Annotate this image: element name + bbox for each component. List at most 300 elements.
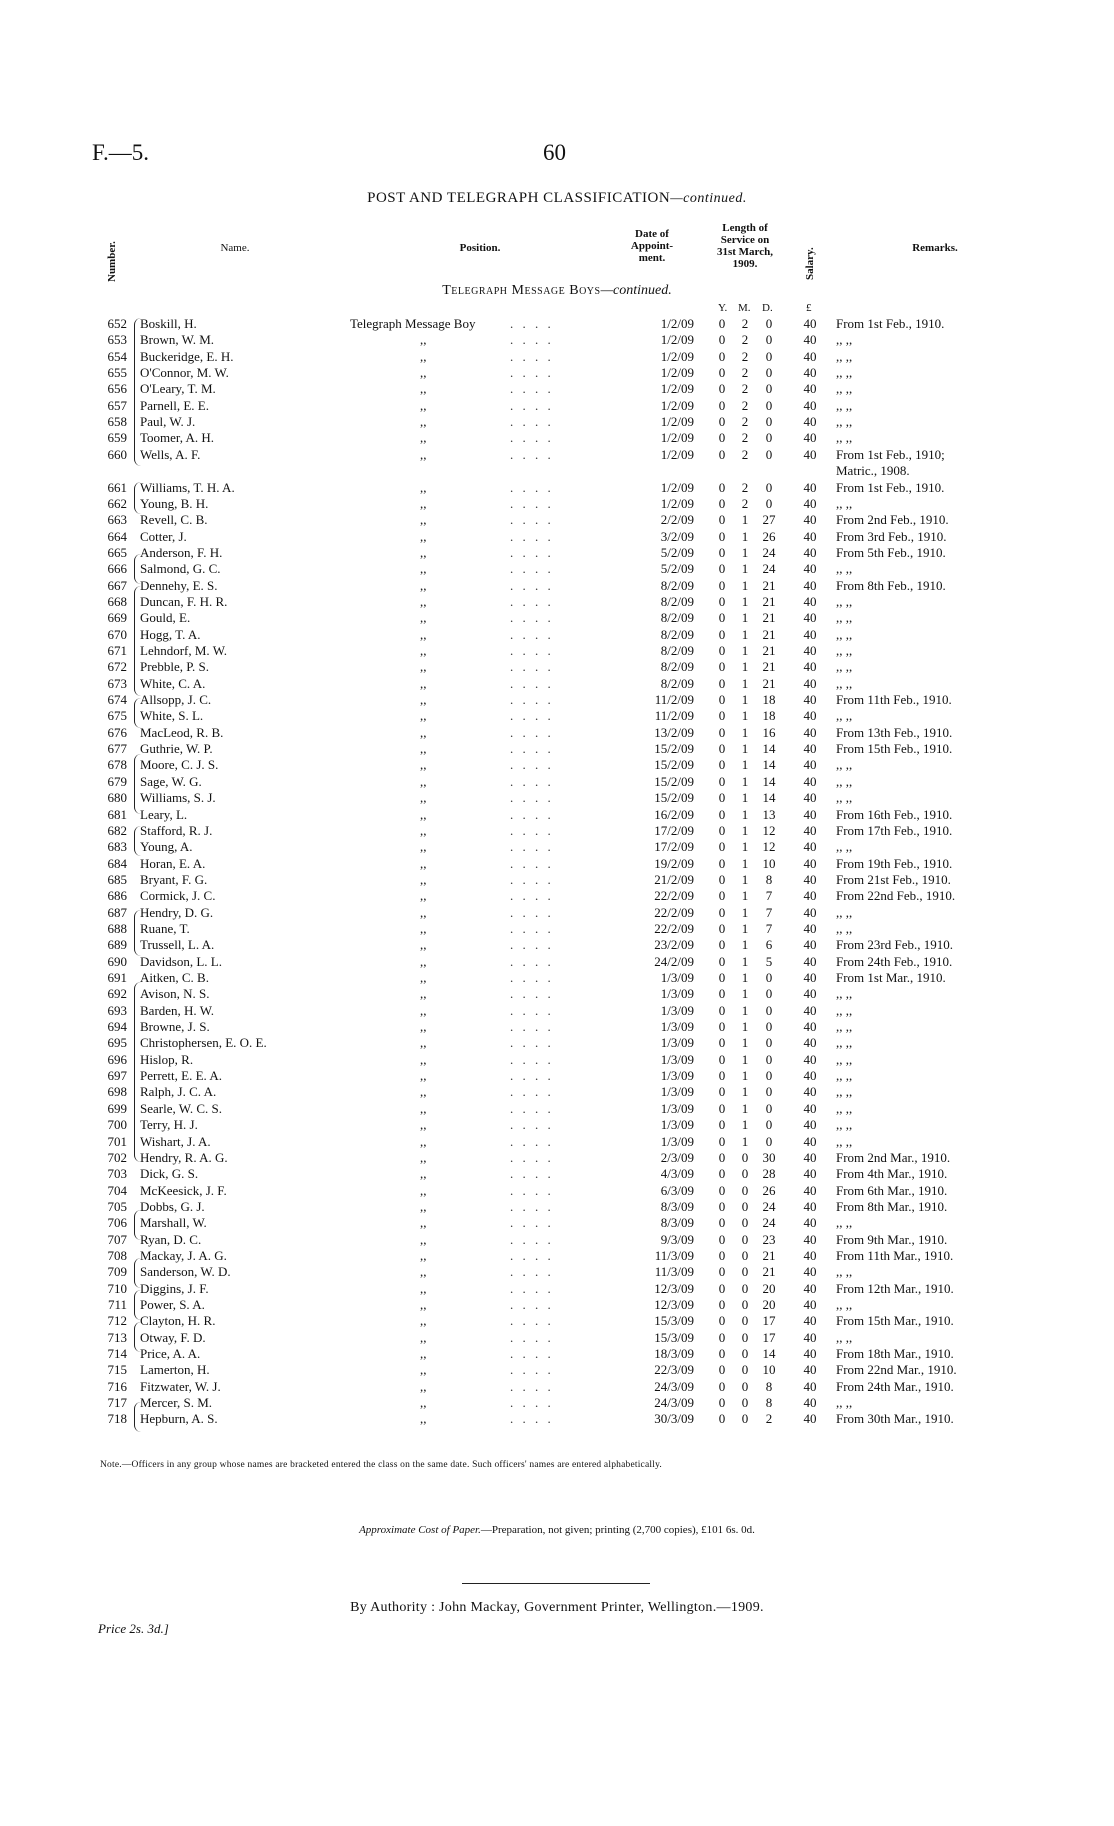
row-number: 694 <box>107 1019 127 1035</box>
row-years: 0 <box>718 1215 726 1231</box>
row-date: 1/3/09 <box>660 1100 694 1116</box>
row-years: 0 <box>718 1313 726 1329</box>
row-salary: 40 <box>803 806 817 822</box>
table-row <box>0 1052 1114 1068</box>
row-salary: 40 <box>803 643 817 658</box>
table-row <box>0 905 1114 921</box>
row-position: ,, <box>420 855 427 871</box>
row-position: ,, <box>420 1035 427 1051</box>
row-salary: 40 <box>803 316 817 331</box>
row-salary: 40 <box>803 708 817 724</box>
table-row <box>0 1395 1114 1411</box>
row-name: Aitken, C. B. <box>140 970 209 985</box>
row-months: 1 <box>741 708 749 724</box>
row-date: 1/3/09 <box>660 1035 694 1051</box>
row-date: 1/3/09 <box>660 986 694 1002</box>
row-months: 1 <box>741 692 749 708</box>
row-salary: 40 <box>803 561 817 577</box>
row-position: ,, <box>420 593 427 609</box>
group-bracket <box>134 1322 142 1352</box>
row-months: 2 <box>741 348 749 364</box>
row-months: 1 <box>741 741 749 757</box>
row-years: 0 <box>718 332 726 348</box>
row-date: 8/3/09 <box>660 1198 694 1214</box>
leader-dots: . . . . <box>510 593 554 609</box>
row-position: ,, <box>420 773 427 789</box>
leader-dots: . . . . <box>510 708 554 724</box>
table-row <box>0 954 1114 970</box>
leader-dots: . . . . <box>510 1084 554 1100</box>
row-position: ,, <box>420 430 427 446</box>
row-date: 1/3/09 <box>660 1019 694 1035</box>
leader-dots: . . . . <box>510 953 554 969</box>
table-row <box>0 365 1114 381</box>
row-number: 671 <box>107 643 127 658</box>
row-salary: 40 <box>803 348 817 364</box>
leader-dots: . . . . <box>510 692 554 708</box>
leader-dots: . . . . <box>510 626 554 642</box>
row-salary: 40 <box>803 1166 817 1182</box>
row-name: Cormick, J. C. <box>140 888 216 904</box>
row-name: Buckeridge, E. H. <box>140 348 234 364</box>
row-months: 1 <box>741 855 749 871</box>
row-salary: 40 <box>803 479 817 495</box>
row-years: 0 <box>718 1100 726 1116</box>
date-header-line: ment. <box>638 252 666 264</box>
unit-days: D. <box>762 302 773 314</box>
row-salary: 40 <box>803 839 817 855</box>
row-salary: 40 <box>803 1362 817 1378</box>
row-name: Anderson, F. H. <box>140 544 223 560</box>
page-number: 60 <box>543 140 566 165</box>
row-months: 0 <box>741 1395 749 1411</box>
row-months: 0 <box>741 1198 749 1214</box>
length-header-line: Service on <box>720 234 770 246</box>
row-number: 703 <box>107 1166 127 1182</box>
row-date: 11/3/09 <box>654 1264 694 1280</box>
row-remarks: From 8th Feb., 1910. <box>836 577 946 593</box>
column-header-length <box>700 222 790 270</box>
table-row <box>0 921 1114 937</box>
leader-dots: . . . . <box>510 495 554 511</box>
row-date: 1/3/09 <box>660 1068 694 1084</box>
page-reference: F.—5. <box>92 140 149 165</box>
leader-dots: . . . . <box>510 365 554 381</box>
row-salary: 40 <box>803 1313 817 1329</box>
row-position: ,, <box>420 986 427 1002</box>
row-number: 717 <box>107 1395 127 1411</box>
row-date: 5/2/09 <box>660 544 694 560</box>
row-months: 1 <box>741 724 749 740</box>
unit-years: Y. <box>718 302 728 314</box>
row-salary: 40 <box>803 1133 817 1149</box>
row-remarks: ,, ,, <box>836 626 853 642</box>
table-row <box>0 1019 1114 1035</box>
row-number: 716 <box>107 1378 127 1394</box>
row-number: 690 <box>107 953 127 969</box>
row-remarks: From 24th Mar., 1910. <box>836 1378 954 1394</box>
row-days: 17 <box>762 1329 776 1345</box>
row-number: 670 <box>107 626 127 642</box>
row-date: 1/3/09 <box>660 970 694 985</box>
row-months: 1 <box>741 610 749 626</box>
row-name: Brown, W. M. <box>140 332 215 348</box>
row-position: ,, <box>420 1149 427 1165</box>
row-remarks: From 23rd Feb., 1910. <box>836 937 953 953</box>
row-date: 6/3/09 <box>660 1182 694 1198</box>
row-salary: 40 <box>803 1019 817 1035</box>
table-row <box>0 1330 1114 1346</box>
row-remarks: ,, ,, <box>836 381 853 397</box>
row-years: 0 <box>718 348 726 364</box>
row-months: 0 <box>741 1182 749 1198</box>
row-remarks: From 4th Mar., 1910. <box>836 1166 948 1182</box>
row-months: 0 <box>741 1149 749 1165</box>
row-salary: 40 <box>803 724 817 740</box>
row-position: ,, <box>420 577 427 593</box>
row-position: ,, <box>420 1378 427 1394</box>
leader-dots: . . . . <box>510 757 554 773</box>
row-salary: 40 <box>803 1297 817 1312</box>
row-salary: 40 <box>803 1247 817 1263</box>
column-header-date <box>612 228 692 264</box>
page-title <box>0 190 1114 207</box>
row-months: 1 <box>741 528 749 544</box>
table-row <box>0 1248 1114 1264</box>
row-years: 0 <box>718 675 726 691</box>
leader-dots: . . . . <box>510 1002 554 1018</box>
row-salary: 40 <box>803 675 817 691</box>
row-salary: 40 <box>803 773 817 789</box>
row-days: 14 <box>762 790 776 806</box>
table-row <box>0 561 1114 577</box>
row-number: 691 <box>107 970 127 985</box>
row-days: 20 <box>762 1280 776 1296</box>
leader-dots: . . . . <box>510 855 554 871</box>
row-years: 0 <box>718 1362 726 1378</box>
row-date: 4/3/09 <box>660 1166 694 1182</box>
title-text: POST AND TELEGRAPH CLASSIFICATION <box>367 190 671 206</box>
row-number: 693 <box>107 1002 127 1018</box>
row-salary: 40 <box>803 871 817 887</box>
row-years: 0 <box>718 610 726 626</box>
row-name: Hogg, T. A. <box>140 626 201 642</box>
row-remarks: ,, ,, <box>836 1117 853 1133</box>
row-position: ,, <box>420 970 427 985</box>
table-row <box>0 1297 1114 1313</box>
row-years: 0 <box>718 1264 726 1280</box>
row-remarks: ,, ,, <box>836 1297 853 1312</box>
row-days: 0 <box>765 446 773 462</box>
row-months: 1 <box>741 1019 749 1035</box>
row-remarks: From 11th Feb., 1910. <box>836 692 952 708</box>
row-remarks: ,, ,, <box>836 1068 853 1084</box>
row-salary: 40 <box>803 1100 817 1116</box>
table-row <box>0 1101 1114 1117</box>
table-row <box>0 1084 1114 1100</box>
table-row <box>0 774 1114 790</box>
row-days: 16 <box>762 724 776 740</box>
row-salary: 40 <box>803 692 817 708</box>
row-days: 0 <box>765 1117 773 1133</box>
row-remarks: ,, ,, <box>836 790 853 806</box>
cost-statement <box>0 1524 1114 1536</box>
group-bracket <box>134 754 142 814</box>
row-name: Otway, F. D. <box>140 1329 206 1345</box>
row-number: 655 <box>107 365 127 381</box>
row-date: 15/2/09 <box>654 757 694 773</box>
row-name: Mercer, S. M. <box>140 1395 213 1411</box>
row-salary: 40 <box>803 1068 817 1084</box>
row-number: 678 <box>107 757 127 773</box>
row-years: 0 <box>718 1019 726 1035</box>
row-days: 24 <box>762 1215 776 1231</box>
row-salary: 40 <box>803 414 817 430</box>
leader-dots: . . . . <box>510 528 554 544</box>
row-days: 18 <box>762 692 776 708</box>
row-days: 21 <box>762 577 776 593</box>
row-number: 702 <box>107 1149 127 1165</box>
row-position: ,, <box>420 888 427 904</box>
row-position: ,, <box>420 953 427 969</box>
row-number: 701 <box>107 1133 127 1149</box>
row-number: 682 <box>107 822 127 838</box>
row-position: ,, <box>420 904 427 920</box>
row-months: 0 <box>741 1166 749 1182</box>
row-years: 0 <box>718 1346 726 1362</box>
row-date: 1/2/09 <box>660 430 694 446</box>
row-position: ,, <box>420 790 427 806</box>
row-days: 21 <box>762 643 776 658</box>
row-years: 0 <box>718 659 726 675</box>
leader-dots: . . . . <box>510 1215 554 1231</box>
leader-dots: . . . . <box>510 610 554 626</box>
row-days: 0 <box>765 365 773 381</box>
row-name: Clayton, H. R. <box>140 1313 216 1329</box>
row-days: 0 <box>765 348 773 364</box>
row-remarks: ,, ,, <box>836 332 853 348</box>
row-years: 0 <box>718 512 726 528</box>
row-years: 0 <box>718 1182 726 1198</box>
row-years: 0 <box>718 757 726 773</box>
row-date: 1/2/09 <box>660 365 694 381</box>
column-header-number: Number. <box>106 241 118 282</box>
leader-dots: . . . . <box>510 1297 554 1312</box>
row-date: 1/2/09 <box>660 381 694 397</box>
table-row <box>0 1232 1114 1248</box>
row-remarks: ,, ,, <box>836 430 853 446</box>
row-number: 662 <box>107 495 127 511</box>
leader-dots: . . . . <box>510 1329 554 1345</box>
row-number: 657 <box>107 397 127 413</box>
group-bracket <box>134 586 142 696</box>
group-bracket <box>134 1210 142 1240</box>
column-header-remarks: Remarks. <box>912 242 958 254</box>
row-position: ,, <box>420 561 427 577</box>
printer-authority: By Authority : John Mackay, Government Printer, Wellington.—1909. <box>350 1600 764 1615</box>
row-salary: 40 <box>803 970 817 985</box>
row-salary: 40 <box>803 1215 817 1231</box>
row-months: 1 <box>741 626 749 642</box>
table-row <box>0 1264 1114 1280</box>
row-years: 0 <box>718 643 726 658</box>
row-months: 2 <box>741 397 749 413</box>
row-years: 0 <box>718 953 726 969</box>
row-date: 8/2/09 <box>660 675 694 691</box>
title-suffix: —continued. <box>670 191 747 206</box>
row-days: 0 <box>765 1068 773 1084</box>
row-salary: 40 <box>803 365 817 381</box>
row-remarks: ,, ,, <box>836 986 853 1002</box>
row-number: 664 <box>107 528 127 544</box>
row-days: 21 <box>762 1247 776 1263</box>
row-years: 0 <box>718 1133 726 1149</box>
row-remarks: From 22nd Mar., 1910. <box>836 1362 957 1378</box>
row-days: 24 <box>762 561 776 577</box>
leader-dots: . . . . <box>510 888 554 904</box>
row-date: 2/3/09 <box>660 1149 694 1165</box>
row-months: 0 <box>741 1264 749 1280</box>
row-months: 1 <box>741 675 749 691</box>
row-date: 22/2/09 <box>654 888 694 904</box>
row-date: 15/2/09 <box>654 741 694 757</box>
table-row <box>0 349 1114 365</box>
row-days: 23 <box>762 1231 776 1247</box>
cost-text: —Preparation, not given; printing (2,700 copies), £101 6s. 0d. <box>480 1524 755 1536</box>
row-position: ,, <box>420 1019 427 1035</box>
row-number: 659 <box>107 430 127 446</box>
row-position: ,, <box>420 1280 427 1296</box>
row-date: 8/2/09 <box>660 659 694 675</box>
leader-dots: . . . . <box>510 871 554 887</box>
row-position: ,, <box>420 348 427 364</box>
row-days: 14 <box>762 757 776 773</box>
row-name: Ryan, D. C. <box>140 1231 202 1247</box>
row-years: 0 <box>718 692 726 708</box>
row-remarks: From 2nd Feb., 1910. <box>836 512 949 528</box>
row-number: 709 <box>107 1264 127 1280</box>
row-name: Mackay, J. A. G. <box>140 1247 227 1263</box>
row-days: 0 <box>765 495 773 511</box>
row-remarks: ,, ,, <box>836 414 853 430</box>
table-row <box>0 610 1114 626</box>
row-position: ,, <box>420 397 427 413</box>
row-number: 718 <box>107 1411 127 1427</box>
row-date: 1/2/09 <box>660 397 694 413</box>
row-years: 0 <box>718 937 726 953</box>
row-number: 687 <box>107 904 127 920</box>
row-remarks: From 1st Feb., 1910. <box>836 316 945 331</box>
row-remarks: From 3rd Feb., 1910. <box>836 528 947 544</box>
row-remarks: From 24th Feb., 1910. <box>836 953 953 969</box>
row-number: 654 <box>107 348 127 364</box>
row-name: Dobbs, G. J. <box>140 1198 205 1214</box>
leader-dots: . . . . <box>510 839 554 855</box>
row-days: 0 <box>765 1002 773 1018</box>
row-number: 681 <box>107 806 127 822</box>
row-number: 665 <box>107 544 127 560</box>
row-years: 0 <box>718 888 726 904</box>
row-position: ,, <box>420 414 427 430</box>
row-name: Davidson, L. L. <box>140 953 222 969</box>
row-position: Telegraph Message Boy <box>350 316 476 331</box>
row-number: 688 <box>107 920 127 936</box>
row-years: 0 <box>718 724 726 740</box>
price: Price 2s. 3d.] <box>98 1621 169 1636</box>
column-header-position: Position. <box>459 242 501 254</box>
row-salary: 40 <box>803 822 817 838</box>
row-position: ,, <box>420 544 427 560</box>
row-days: 27 <box>762 512 776 528</box>
leader-dots: . . . . <box>510 1182 554 1198</box>
table-row <box>0 692 1114 708</box>
table-row <box>0 447 1114 463</box>
row-remarks: From 11th Mar., 1910. <box>836 1247 954 1263</box>
row-salary: 40 <box>803 1378 817 1394</box>
table-row <box>0 1199 1114 1215</box>
row-months: 1 <box>741 757 749 773</box>
row-salary: 40 <box>803 1231 817 1247</box>
row-years: 0 <box>718 855 726 871</box>
row-days: 5 <box>765 953 773 969</box>
row-years: 0 <box>718 1247 726 1263</box>
row-number: 683 <box>107 839 127 855</box>
row-number: 712 <box>107 1313 127 1329</box>
row-remarks: ,, ,, <box>836 397 853 413</box>
row-months: 0 <box>741 1378 749 1394</box>
section-title: Telegraph Message Boys <box>442 283 601 298</box>
row-years: 0 <box>718 397 726 413</box>
row-name: Terry, H. J. <box>140 1117 198 1133</box>
leader-dots: . . . . <box>510 1198 554 1214</box>
row-name: McKeesick, J. F. <box>140 1182 227 1198</box>
row-date: 1/2/09 <box>660 348 694 364</box>
row-name: Dennehy, E. S. <box>140 577 218 593</box>
table-row <box>0 986 1114 1002</box>
row-days: 21 <box>762 675 776 691</box>
row-number: 707 <box>107 1231 127 1247</box>
row-date: 1/2/09 <box>660 414 694 430</box>
row-number: 695 <box>107 1035 127 1051</box>
row-position: ,, <box>420 1264 427 1280</box>
row-date: 24/3/09 <box>654 1395 694 1411</box>
row-salary: 40 <box>803 528 817 544</box>
row-date: 1/3/09 <box>660 1051 694 1067</box>
row-name: Prebble, P. S. <box>140 659 209 675</box>
row-position: ,, <box>420 757 427 773</box>
row-days: 10 <box>762 855 776 871</box>
row-remarks: From 17th Feb., 1910. <box>836 822 953 838</box>
row-remarks: From 2nd Mar., 1910. <box>836 1149 951 1165</box>
row-date: 1/3/09 <box>660 1117 694 1133</box>
row-years: 0 <box>718 528 726 544</box>
row-months: 1 <box>741 839 749 855</box>
row-years: 0 <box>718 806 726 822</box>
row-months: 1 <box>741 1002 749 1018</box>
leader-dots: . . . . <box>510 1362 554 1378</box>
group-bracket <box>134 1290 142 1320</box>
table-row <box>0 1215 1114 1231</box>
row-position: ,, <box>420 1166 427 1182</box>
table-row <box>0 676 1114 692</box>
row-days: 0 <box>765 479 773 495</box>
row-date: 8/2/09 <box>660 643 694 658</box>
row-months: 2 <box>741 332 749 348</box>
row-name: Marshall, W. <box>140 1215 207 1231</box>
row-days: 18 <box>762 708 776 724</box>
row-days: 12 <box>762 822 776 838</box>
column-header-salary: Salary. <box>804 247 816 280</box>
